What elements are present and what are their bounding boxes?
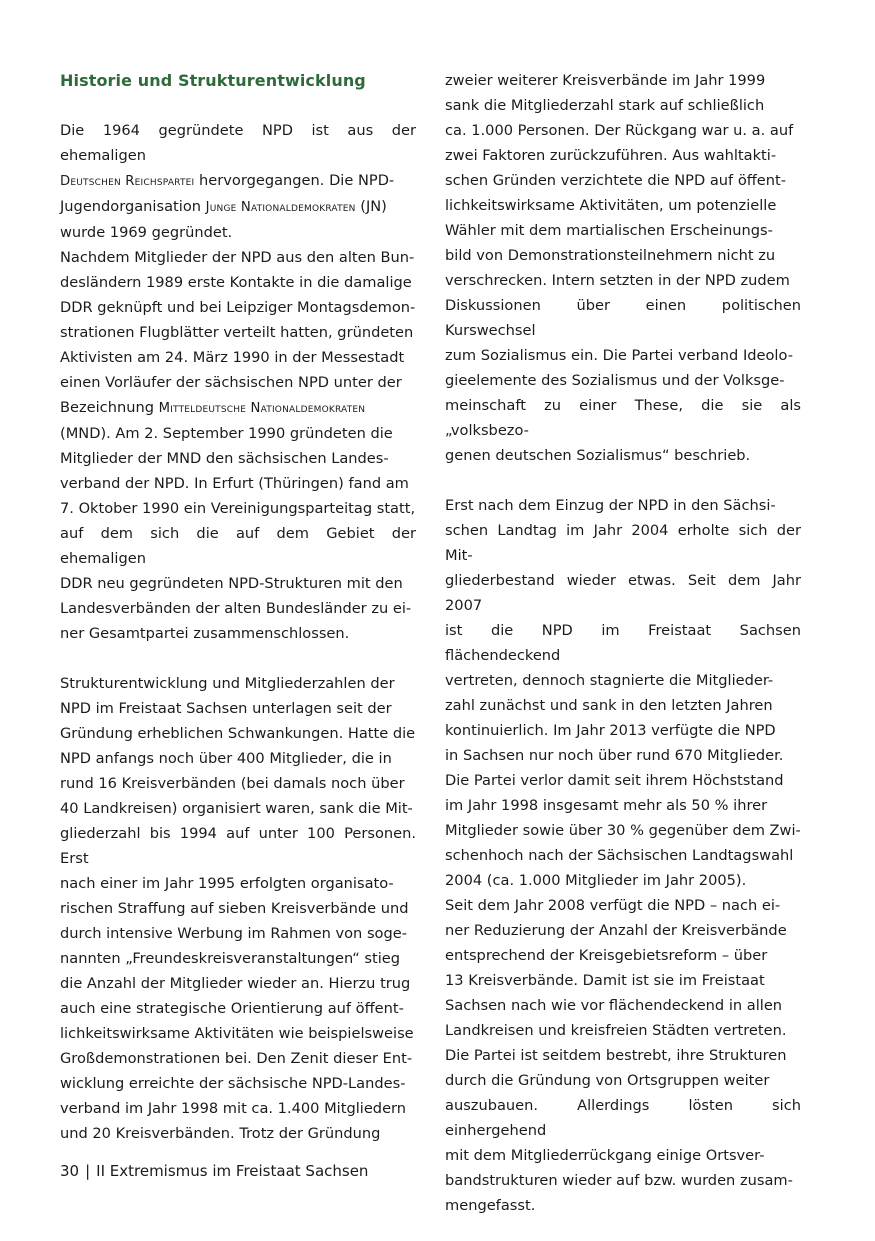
section-heading: Historie und Strukturentwicklung — [60, 71, 366, 90]
page-footer — [60, 1159, 368, 1184]
organisation-name-small-caps: Mitteldeutsche Nationaldemokraten — [158, 401, 366, 416]
organisation-name-small-caps: Junge Nationaldemokraten — [205, 200, 356, 215]
paragraph-spacer — [445, 468, 801, 493]
paragraph-membership-decline: zweier weiterer Kreisverbände im Jahr 1999 sank die Mitgliederzahl stark auf schließlich ca. 1.000 Personen. Der Rückgang war u. a. auf zwei Faktoren zurückzuführen. Aus wahltakti- schen Gründen verzichtete die NPD auf öffent- lichkeitswirksame Aktivitäten, um potenzielle Wähler mit dem martialischen Erscheinungs- bild von Demonstrationsteilnehmern nicht zu verschrecken. Intern setzten in der NPD zudem Diskussionen über einen politischen Kurswechsel zum Sozialismus ein. Die Partei verband Ideolo- gieelemente des Sozialismus und der Volksge- meinschaft zu einer These, die sie als „volksbezo- genen deutschen Sozialismus“ beschrieb. — [445, 72, 801, 464]
text-run: hervorgegangen. Die NPD- Jugendorganisation — [60, 172, 395, 215]
paragraph-npd-origin — [60, 118, 416, 245]
text-run: (MND). Am 2. September 1990 gründeten die Mitglieder der MND den sächsischen Landes- verband der NPD. In Erfurt (Thüringen) fand am 7. Oktober 1990 ein Vereinigungsparteitag statt, auf dem sich die auf dem Gebiet der ehemaligen DDR neu gegründeten NPD-Strukturen mit den Landesverbänden der alten Bundesländer zu ei- ner Gesamtpartei zusammenschlossen. — [60, 425, 416, 642]
paragraph-spacer — [60, 646, 416, 671]
footer-separator: | — [85, 1162, 91, 1180]
paragraph-membership-development: Strukturentwicklung und Mitgliederzahlen der NPD im Freistaat Sachsen unterlagen seit der Gründung erheblichen Schwankungen. Hatte die NPD anfangs noch über 400 Mitglieder, die in rund 16 Kreisverbänden (bei damals noch über 40 Landkreisen) organisiert waren, sank die Mit- gliederzahl bis 1994 auf unter 100 Personen. Erst nach einer im Jahr 1995 erfolgten organisato- rischen Straffung auf sieben Kreisverbände und durch intensive Werbung im Rahmen von soge- nannten „Freundeskreisveranstaltungen“ stieg die Anzahl der Mitglieder wieder an. Hierzu trug auch eine strategische Orientierung auf öffent- lichkeitswirksame Aktivitäten wie beispielsweise Großdemonstrationen bei. Den Zenit dieser Ent- wicklung erreichte der sächsische NPD-Landes- verband im Jahr 1998 mit ca. 1.400 Mitgliedern und 20 Kreisverbänden. Trotz der Gründung — [60, 675, 416, 1142]
paragraph-saxony-founding — [60, 245, 416, 646]
paragraph-district-structure: Seit dem Jahr 2008 verfügt die NPD – nach ei- ner Reduzierung der Anzahl der Kreisverbände entsprechend der Kreisgebietsreform – über 13 Kreisverbände. Damit ist sie im Freistaat Sachsen nach wie vor flächendeckend in allen Landkreisen und kreisfreien Städten vertreten. Die Partei ist seitdem bestrebt, ihre Strukturen durch die Gründung von Ortsgruppen weiter auszubauen. Allerdings lösten sich einhergehend mit dem Mitgliederrückgang einige Ortsver- bandstrukturen wieder auf bzw. wurden zusam- mengefasst. — [445, 897, 801, 1214]
footer-section-title: II Extremismus im Freistaat Sachsen — [96, 1162, 369, 1180]
text-run: Nachdem Mitglieder der NPD aus den alten Bun- desländern 1989 erste Kontakte in die damalige DDR geknüpft und bei Leipziger Montagsdemon- strationen Flugblätter verteilt hatten, gründeten Aktivisten am 24. März 1990 in der Messestadt einen Vorläufer der sächsischen NPD unter der Bezeichnung — [60, 249, 416, 416]
page-number: 30 — [60, 1162, 80, 1180]
right-column — [445, 68, 801, 1218]
party-name-small-caps: Deutschen Reichspartei — [60, 174, 195, 189]
left-column — [60, 118, 416, 1146]
paragraph-landtag-recovery: Erst nach dem Einzug der NPD in den Sächsi- schen Landtag im Jahr 2004 erholte sich der Mit- gliederbestand wieder etwas. Seit dem Jahr 2007 ist die NPD im Freistaat Sachsen flächendeckend vertreten, dennoch stagnierte die Mitglieder- zahl zunächst und sank in den letzten Jahren kontinuierlich. Im Jahr 2013 verfügte die NPD in Sachsen nur noch über rund 670 Mitglieder. Die Partei verlor damit seit ihrem Höchststand im Jahr 1998 insgesamt mehr als 50 % ihrer Mitglieder sowie über 30 % gegenüber dem Zwi- schenhoch nach der Sächsischen Landtagswahl 2004 (ca. 1.000 Mitglieder im Jahr 2005). — [445, 497, 801, 889]
text-run: Die 1964 gegründete NPD ist aus der ehemaligen — [60, 122, 416, 164]
text-run: (JN) wurde 1969 gegründet. — [60, 198, 387, 241]
